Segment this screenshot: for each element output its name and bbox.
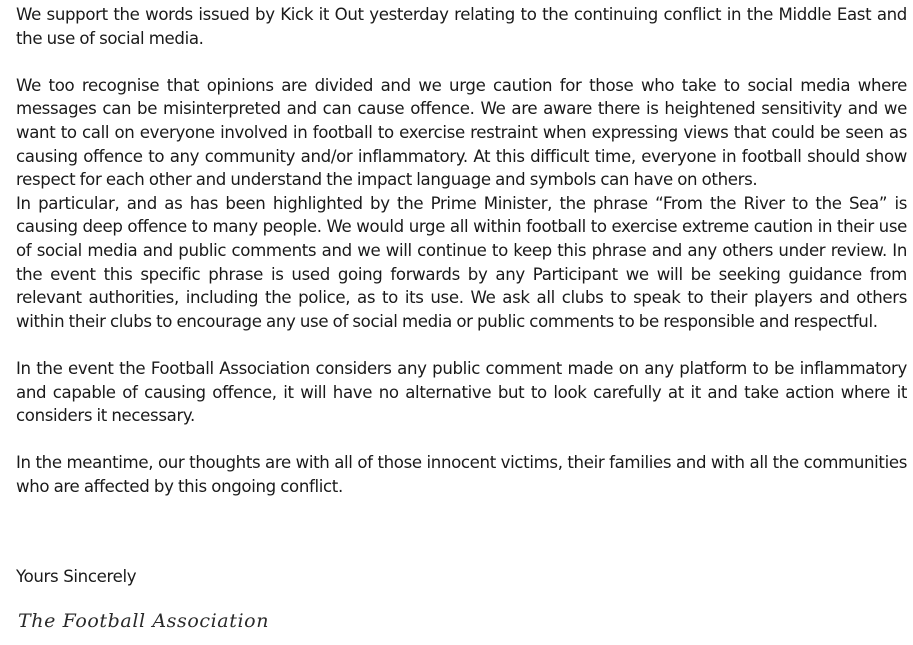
paragraph-river-to-sea-phrase: In particular, and as has been highlighted by the Prime Minister, the phrase “From the River to the Sea” is causing deep offence to many people. We would urge all within football to exercise extreme caution in their use of social media and public comments and we will continue to keep this phrase and any others under review. In the event this specific phrase is used going forwards by any Participant we will be seeking guidance from relevant authorities, including the police, as to its use. We ask all clubs to speak to their players and others within their clubs to encourage any use of social media or public comments to be responsible and respectful. [16,193,907,331]
paragraph-gap [16,50,907,74]
paragraph-gap [16,428,907,452]
paragraph-caution-social-media: We too recognise that opinions are divided and we urge caution for those who take to social media where messages can be misinterpreted and can cause offence. We are aware there is heightened sensitivity and we want to call on everyone involved in football to exercise restraint when expressing views that could be seen as causing offence to any community and/or inflammatory. At this difficult time, everyone in football should show respect for each other and understand the impact language and symbols can have on others. [16,75,907,190]
paragraph-fa-action: In the event the Football Association considers any public comment made on any platform to be inflammatory and capable of causing offence, it will have no alternative but to look carefully at it and take action where it considers it necessary. [16,358,907,426]
paragraph-kick-it-out-support: We support the words issued by Kick it Out yesterday relating to the continuing conflict in the Middle East and the use of social media. [16,5,907,48]
paragraph-gap [16,333,907,357]
statement-body [16,3,907,498]
signature: The Football Association [18,610,270,632]
paragraph-thoughts-with-victims: In the meantime, our thoughts are with all of those innocent victims, their families and with all the communities who are affected by this ongoing conflict. [16,453,907,496]
closing-salutation: Yours Sincerely [16,567,137,586]
